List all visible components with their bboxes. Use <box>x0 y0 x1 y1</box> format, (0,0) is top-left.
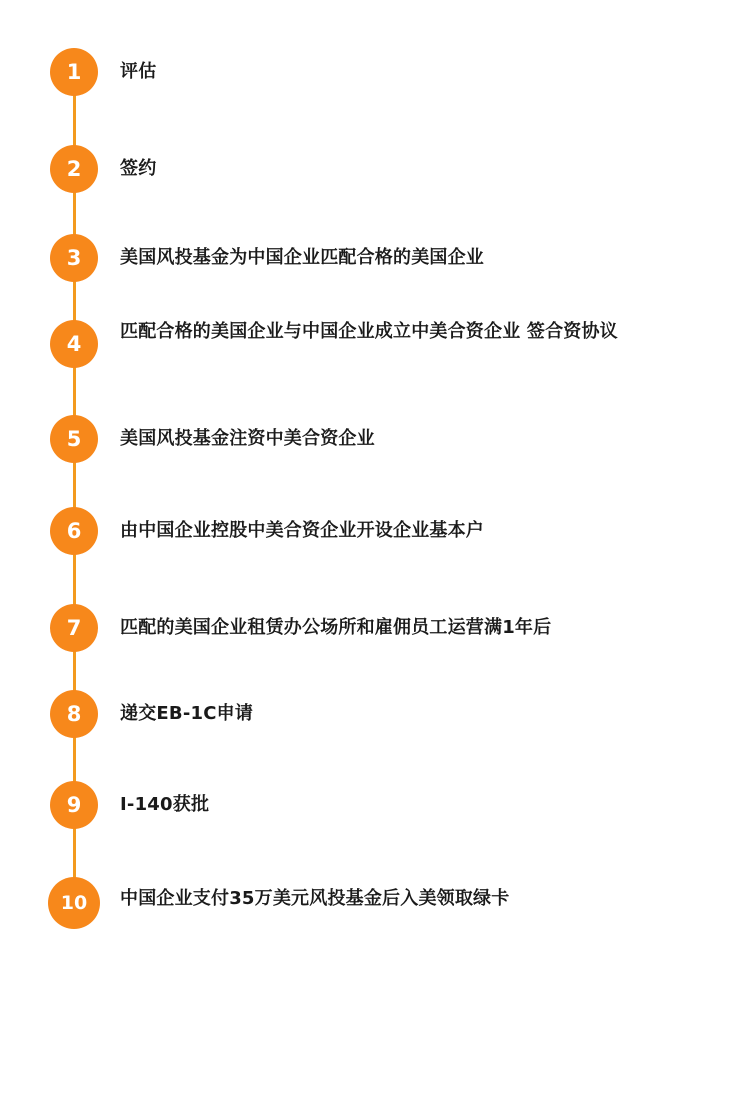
step-label-6: 由中国企业控股中美合资企业开设企业基本户 <box>120 520 484 541</box>
step-number-badge-6: 6 <box>50 507 98 555</box>
step-label-4: 匹配合格的美国企业与中国企业成立中美合资企业 签合资协议 <box>120 321 618 342</box>
step-label-7: 匹配的美国企业租赁办公场所和雇佣员工运营满1年后 <box>120 617 552 638</box>
step-number-badge-5: 5 <box>50 415 98 463</box>
step-label-8: 递交EB-1C申请 <box>120 703 254 724</box>
step-label-3: 美国风投基金为中国企业匹配合格的美国企业 <box>120 247 484 268</box>
timeline-connector-line <box>73 72 76 904</box>
step-number-badge-2: 2 <box>50 145 98 193</box>
step-number-badge-1: 1 <box>50 48 98 96</box>
step-number-badge-8: 8 <box>50 690 98 738</box>
step-number-badge-7: 7 <box>50 604 98 652</box>
step-label-2: 签约 <box>120 158 157 179</box>
step-label-5: 美国风投基金注资中美合资企业 <box>120 428 375 449</box>
step-label-1: 评估 <box>120 61 157 82</box>
step-label-9: I-140获批 <box>120 794 210 815</box>
step-label-10: 中国企业支付35万美元风投基金后入美领取绿卡 <box>120 888 510 909</box>
step-number-badge-9: 9 <box>50 781 98 829</box>
step-number-badge-4: 4 <box>50 320 98 368</box>
step-number-badge-10: 10 <box>48 877 100 929</box>
step-number-badge-3: 3 <box>50 234 98 282</box>
